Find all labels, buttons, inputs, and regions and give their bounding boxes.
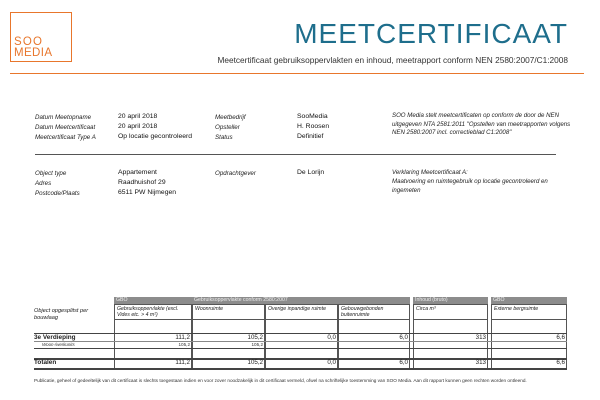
value-object-type: Appartement xyxy=(118,169,157,176)
row-header-label: Object opgesplitst per bouwlaag xyxy=(34,308,89,321)
header-divider xyxy=(10,73,584,74)
row-divider xyxy=(34,348,567,349)
cell-r1-c2: 105,2 xyxy=(247,334,263,341)
cell-r2-c2: 105,2 xyxy=(251,342,263,347)
label-datum-meetcertificaat: Datum Meetcertificaat xyxy=(35,124,96,131)
value-certificaat-type: Op locatie gecontroleerd xyxy=(118,133,193,140)
col-header-overige-ruimte: Overige inpandige ruimte xyxy=(265,304,338,320)
col-header-gebruiksoppervlakte: Gebruiksoppervlakte (excl. Vides etc. > 4 m²) xyxy=(114,304,192,320)
cell-r1-c5: 313 xyxy=(475,334,486,341)
page-title: MEETCERTIFICAAT xyxy=(294,18,568,49)
footer-disclaimer: Publicatie, geheel of gedeeltelijk van dit certificaat is slechts toegestaan indien en voor zover noodzakelijk in dit certificaat vermeld, ofwel na schriftelijke toestemming van SOO Media. Aan dit rapport kunnen geen rechten worden ontleend. xyxy=(34,378,527,383)
value-meetbedrijf: SooMedia xyxy=(297,113,328,120)
col-header-externe-berg: Externe bergruimte xyxy=(491,304,567,320)
label-datum-meetopname: Datum Meetopname xyxy=(35,114,92,121)
label-opdrachtgever: Opdrachtgever xyxy=(215,170,256,177)
col-header-woonruimte: Woonruimte xyxy=(192,304,265,320)
value-adres: Raadhuishof 29 xyxy=(118,179,166,186)
row-label-totalen: Totalen xyxy=(34,359,57,366)
cell-total-c3: 0,0 xyxy=(327,359,336,366)
cell-r1-c3: 0,0 xyxy=(327,334,336,341)
cell-total-c1: 111,2 xyxy=(175,359,190,366)
value-opdrachtgever: De Lorijn xyxy=(297,169,325,176)
measurement-table xyxy=(34,297,567,369)
row-label-3e-verdieping: 3e Verdieping xyxy=(34,334,76,341)
group-header-gbo: GBO xyxy=(114,297,192,304)
verklaring-text: Maatvoering en ruimtegebruik op locatie gecontroleerd en ingemeten xyxy=(392,178,548,194)
cell-total-c2: 105,2 xyxy=(247,359,263,366)
group-header-gbo2: GBO xyxy=(491,297,567,304)
label-meetbedrijf: Meetbedrijf xyxy=(215,114,246,121)
label-postcode-plaats: Postcode/Plaats xyxy=(35,190,80,197)
logo-text-soo: SOO xyxy=(14,36,44,48)
col-header-buitenruimte: Gebouwgebonden buitenruimte xyxy=(338,304,410,320)
value-status: Definitief xyxy=(297,133,324,140)
value-opsteller: H. Roosen xyxy=(297,123,330,130)
page-subtitle: Meetcertificaat gebruiksoppervlakten en inhoud, meetrapport conform NEN 2580:2007/C1:2008 xyxy=(217,55,568,65)
cell-r1-c1: 111,2 xyxy=(175,334,190,341)
value-postcode-plaats: 6511 PW Nijmegen xyxy=(118,189,177,196)
label-opsteller: Opsteller xyxy=(215,124,240,131)
value-datum-meetopname: 20 april 2018 xyxy=(118,113,158,120)
label-adres: Adres xyxy=(35,180,52,187)
group-header-inhoud: Inhoud (bruto) xyxy=(413,297,488,304)
cell-total-c5: 313 xyxy=(475,359,486,366)
verklaring-title: Verklaring Meetcertificaat A: xyxy=(392,169,468,176)
cell-r1-c4: 6,0 xyxy=(399,334,408,341)
cell-total-c6: 6,6 xyxy=(556,359,565,366)
group-header-gebruiksoppervlakte: Gebruiksoppervlakte conform 2580:2007 xyxy=(192,297,410,304)
row-sublabel-woonunits: Woon-/werkunits xyxy=(42,342,75,347)
label-object-type: Object type xyxy=(35,170,67,177)
cell-r1-c6: 6,6 xyxy=(556,334,565,341)
col-header-inhoud: Circa m³ xyxy=(413,304,488,320)
cell-total-c4: 6,0 xyxy=(399,359,408,366)
table-bottom-border xyxy=(34,368,567,370)
cell-r2-c1: 105,2 xyxy=(178,342,190,347)
certification-note: SOO Media stelt meetcertificaten op conform de door de NEN uitgegeven NTA 2581:2011 "Opstellen van meetrapporten volgens NEN 2580:2007 incl. correctieblad C1:2008" xyxy=(392,112,571,137)
value-datum-meetcertificaat: 20 april 2018 xyxy=(118,123,158,130)
logo-text-media: MEDIA xyxy=(14,47,53,59)
section-divider xyxy=(35,154,556,155)
label-status: Status xyxy=(215,134,233,141)
label-certificaat-type: Meetcertificaat Type A xyxy=(35,134,96,141)
